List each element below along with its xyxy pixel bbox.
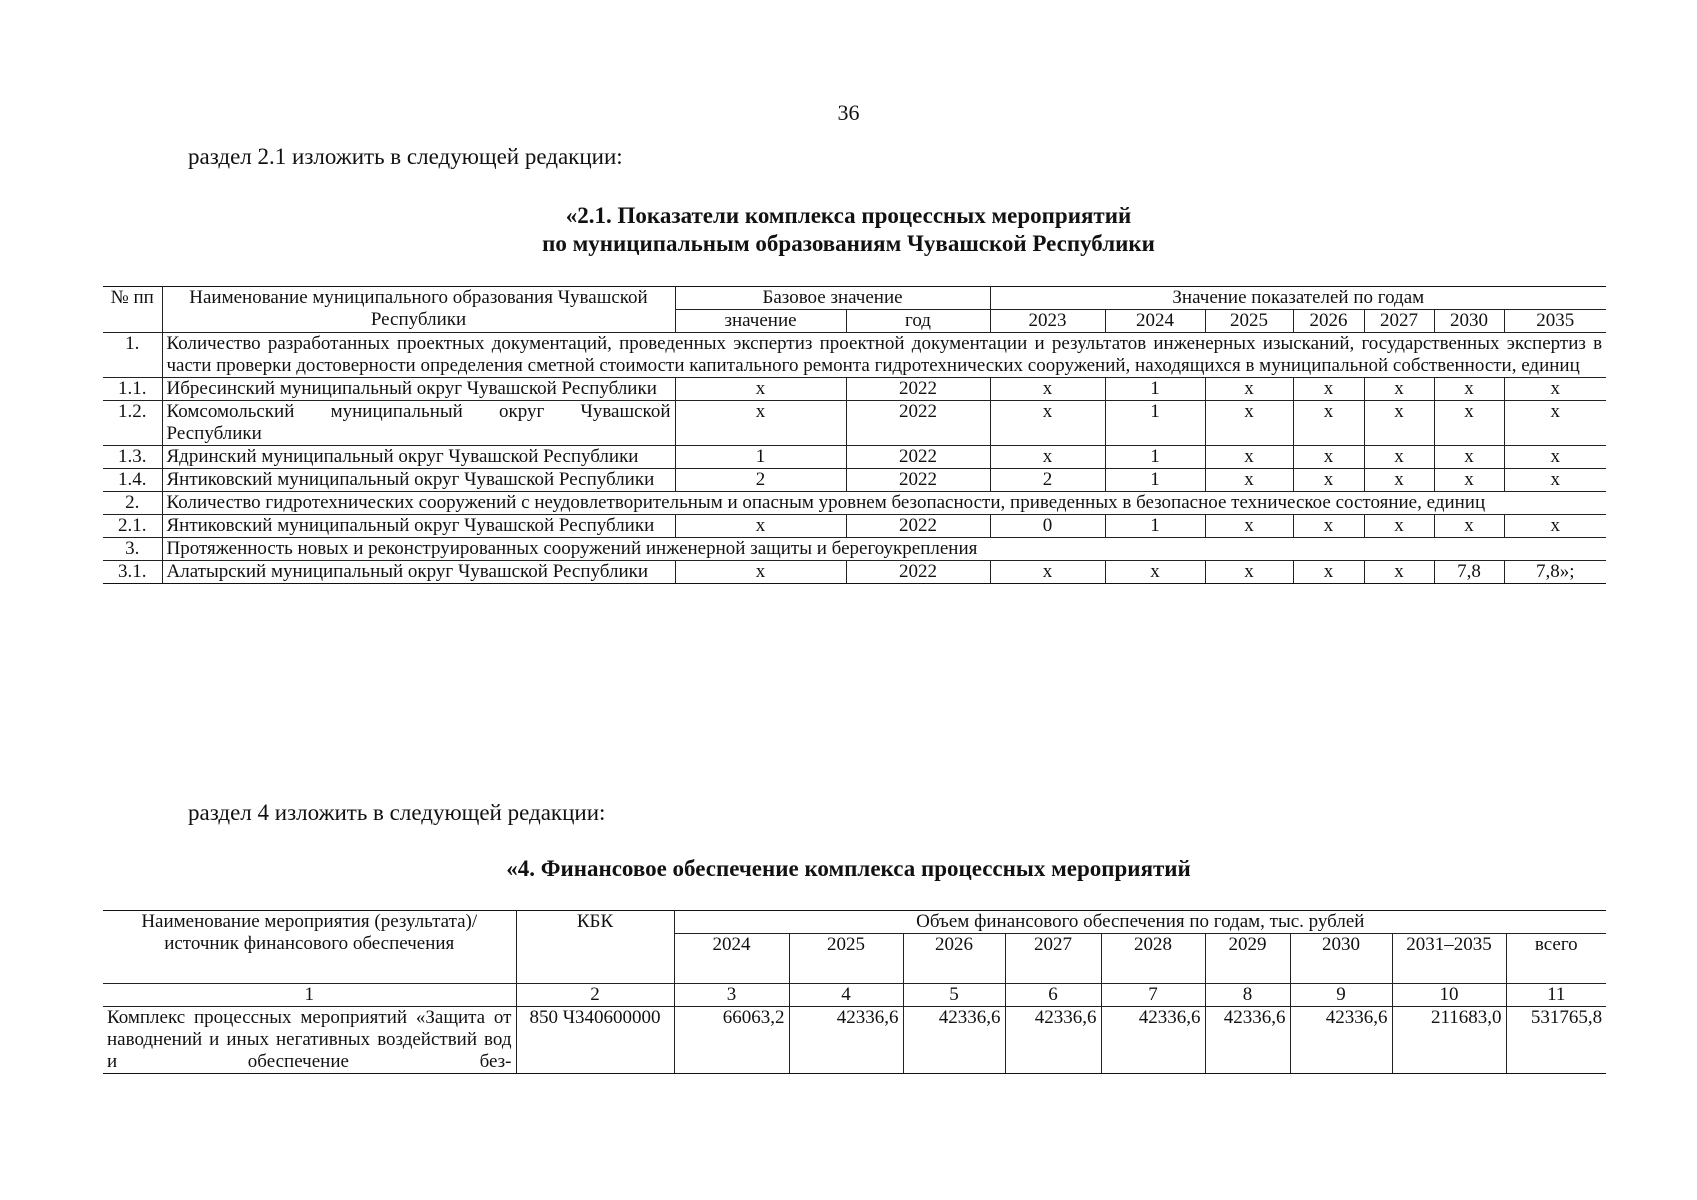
table-row	[103, 561, 1606, 584]
row-number: 2.	[103, 492, 162, 515]
fin-col-header-year: 2024	[674, 934, 789, 984]
year-value-cell: x	[1205, 561, 1293, 584]
section-4-title: «4. Финансовое обеспечение комплекса процессных мероприятий	[506, 856, 1191, 881]
amount-cell: 531765,8	[1506, 1007, 1606, 1074]
fin-col-header-year: 2027	[1005, 934, 1101, 984]
row-number: 1.	[103, 333, 162, 378]
row-number: 1.1.	[103, 378, 162, 401]
col-header-base-year: год	[846, 310, 990, 333]
fin-col-header-year: 2028	[1101, 934, 1205, 984]
section-21-title-line-2: по муниципальным образованиям Чувашской Республики	[542, 231, 1155, 256]
row-number: 1.3.	[103, 446, 162, 469]
municipality-name: Комсомольский муниципальный округ Чувашской Республики	[162, 401, 675, 446]
base-value-cell: 2	[675, 469, 846, 492]
year-value-cell: x	[1364, 446, 1434, 469]
col-header-year: 2025	[1205, 310, 1293, 333]
amount-cell: 42336,6	[789, 1007, 903, 1074]
fin-col-header-year: всего	[1506, 934, 1606, 984]
column-number: 8	[1205, 984, 1290, 1007]
year-value-cell: x	[1293, 446, 1364, 469]
group-title: Протяженность новых и реконструированных сооружений инженерной защиты и берегоукрепления	[162, 538, 1606, 561]
col-header-year: 2027	[1364, 310, 1434, 333]
group-row	[103, 333, 1606, 378]
base-value-cell: x	[675, 378, 846, 401]
column-number: 6	[1005, 984, 1101, 1007]
fin-col-header-year: 2029	[1205, 934, 1290, 984]
table-row	[103, 378, 1606, 401]
intro-paragraph-1: раздел 2.1 изложить в следующей редакции:	[188, 144, 623, 169]
row-number: 2.1.	[103, 515, 162, 538]
fin-col-header-year: 2031–2035	[1392, 934, 1506, 984]
intro-paragraph-2: раздел 4 изложить в следующей редакции:	[188, 800, 606, 825]
amount-cell: 42336,6	[1005, 1007, 1101, 1074]
year-value-cell: x	[1364, 469, 1434, 492]
col-header-year: 2030	[1434, 310, 1504, 333]
col-header-year: 2024	[1105, 310, 1205, 333]
year-value-cell: x	[1364, 378, 1434, 401]
year-value-cell: x	[990, 446, 1105, 469]
activity-name: Комплекс процессных мероприятий «Защита от наводнений и иных негативных воздействий вод и обеспечение без-	[103, 1007, 516, 1074]
year-value-cell: 1	[1105, 515, 1205, 538]
year-value-cell: x	[990, 561, 1105, 584]
fin-col-header-kbk: КБК	[516, 911, 674, 984]
year-value-cell: x	[1364, 515, 1434, 538]
base-value-cell: x	[675, 515, 846, 538]
municipality-name: Алатырский муниципальный округ Чувашской Республики	[162, 561, 675, 584]
year-value-cell: x	[1293, 401, 1364, 446]
row-number: 3.	[103, 538, 162, 561]
column-number: 2	[516, 984, 674, 1007]
group-title: Количество разработанных проектных документаций, проведенных экспертиз проектной документации и результатов инженерных изысканий, государственных экспертиз в части проверки достоверности определения сметной стоимости капитального ремонта гидротехнических сооружений, находящихся в муниципальной собственности, единиц	[162, 333, 1606, 378]
table-row	[103, 515, 1606, 538]
table-row	[103, 446, 1606, 469]
year-value-cell: x	[1205, 378, 1293, 401]
year-value-cell: x	[1205, 469, 1293, 492]
year-value-cell: x	[1504, 446, 1606, 469]
base-year-cell: 2022	[846, 401, 990, 446]
year-value-cell: x	[1434, 401, 1504, 446]
base-year-cell: 2022	[846, 515, 990, 538]
year-value-cell: 7,8»;	[1504, 561, 1606, 584]
base-year-cell: 2022	[846, 446, 990, 469]
financing-table	[103, 910, 1606, 1074]
year-value-cell: x	[1504, 378, 1606, 401]
group-title: Количество гидротехнических сооружений с неудовлетворительным и опасным уровнем безопасности, приведенных в безопасное техническое состояние, единиц	[162, 492, 1606, 515]
row-number: 3.1.	[103, 561, 162, 584]
year-value-cell: 1	[1105, 378, 1205, 401]
row-number: 1.4.	[103, 469, 162, 492]
column-number: 11	[1506, 984, 1606, 1007]
year-value-cell: x	[1105, 561, 1205, 584]
fin-col-header-year: 2026	[903, 934, 1005, 984]
fin-col-header-group: Объем финансового обеспечения по годам, тыс. рублей	[674, 911, 1606, 934]
amount-cell: 42336,6	[1205, 1007, 1290, 1074]
year-value-cell: x	[1205, 401, 1293, 446]
year-value-cell: x	[1205, 515, 1293, 538]
year-value-cell: x	[1434, 469, 1504, 492]
column-number: 9	[1290, 984, 1392, 1007]
column-number: 3	[674, 984, 789, 1007]
row-number: 1.2.	[103, 401, 162, 446]
base-year-cell: 2022	[846, 469, 990, 492]
column-number: 10	[1392, 984, 1506, 1007]
year-value-cell: x	[1293, 378, 1364, 401]
amount-cell: 42336,6	[903, 1007, 1005, 1074]
amount-cell: 211683,0	[1392, 1007, 1506, 1074]
table-row	[103, 469, 1606, 492]
group-row	[103, 492, 1606, 515]
col-header-year: 2035	[1504, 310, 1606, 333]
col-header-name: Наименование муниципального образования Чувашской Республики	[162, 287, 675, 333]
municipality-name: Янтиковский муниципальный округ Чувашской Республики	[162, 515, 675, 538]
year-value-cell: 1	[1105, 469, 1205, 492]
year-value-cell: 7,8	[1434, 561, 1504, 584]
table-row	[103, 1007, 1606, 1074]
year-value-cell: 1	[1105, 446, 1205, 469]
amount-cell: 42336,6	[1290, 1007, 1392, 1074]
year-value-cell: x	[1364, 401, 1434, 446]
col-header-years-group: Значение показателей по годам	[990, 287, 1606, 310]
year-value-cell: 0	[990, 515, 1105, 538]
fin-col-header-year: 2030	[1290, 934, 1392, 984]
municipality-name: Ядринский муниципальный округ Чувашской Республики	[162, 446, 675, 469]
base-value-cell: x	[675, 561, 846, 584]
fin-col-header-year: 2025	[789, 934, 903, 984]
year-value-cell: x	[990, 401, 1105, 446]
column-number: 7	[1101, 984, 1205, 1007]
col-header-base-value: значение	[675, 310, 846, 333]
section-21-title	[0, 202, 1697, 258]
col-header-base: Базовое значение	[675, 287, 990, 310]
base-year-cell: 2022	[846, 378, 990, 401]
year-value-cell: x	[1205, 446, 1293, 469]
base-year-cell: 2022	[846, 561, 990, 584]
year-value-cell: 2	[990, 469, 1105, 492]
column-number: 5	[903, 984, 1005, 1007]
col-header-year: 2026	[1293, 310, 1364, 333]
year-value-cell: x	[1364, 561, 1434, 584]
year-value-cell: x	[1434, 378, 1504, 401]
base-value-cell: x	[675, 401, 846, 446]
year-value-cell: x	[1504, 469, 1606, 492]
col-header-year: 2023	[990, 310, 1105, 333]
year-value-cell: x	[1434, 515, 1504, 538]
municipality-name: Янтиковский муниципальный округ Чувашской Республики	[162, 469, 675, 492]
base-value-cell: 1	[675, 446, 846, 469]
year-value-cell: x	[1293, 469, 1364, 492]
year-value-cell: x	[1504, 401, 1606, 446]
year-value-cell: x	[990, 378, 1105, 401]
kbk-cell: 850 Ч340600000	[516, 1007, 674, 1074]
year-value-cell: x	[1293, 515, 1364, 538]
table-row	[103, 401, 1606, 446]
section-21-title-line-1: «2.1. Показатели комплекса процессных мероприятий	[565, 203, 1132, 228]
municipality-name: Ибресинский муниципальный округ Чувашской Республики	[162, 378, 675, 401]
year-value-cell: 1	[1105, 401, 1205, 446]
year-value-cell: x	[1293, 561, 1364, 584]
amount-cell: 66063,2	[674, 1007, 789, 1074]
col-header-num: № пп	[103, 287, 162, 333]
column-number: 1	[103, 984, 516, 1007]
group-row	[103, 538, 1606, 561]
amount-cell: 42336,6	[1101, 1007, 1205, 1074]
page-number: 36	[837, 100, 860, 125]
fin-col-header-name: Наименование мероприятия (результата)/источник финансового обеспечения	[103, 911, 516, 984]
column-number: 4	[789, 984, 903, 1007]
year-value-cell: x	[1434, 446, 1504, 469]
year-value-cell: x	[1504, 515, 1606, 538]
indicators-table	[103, 286, 1606, 584]
